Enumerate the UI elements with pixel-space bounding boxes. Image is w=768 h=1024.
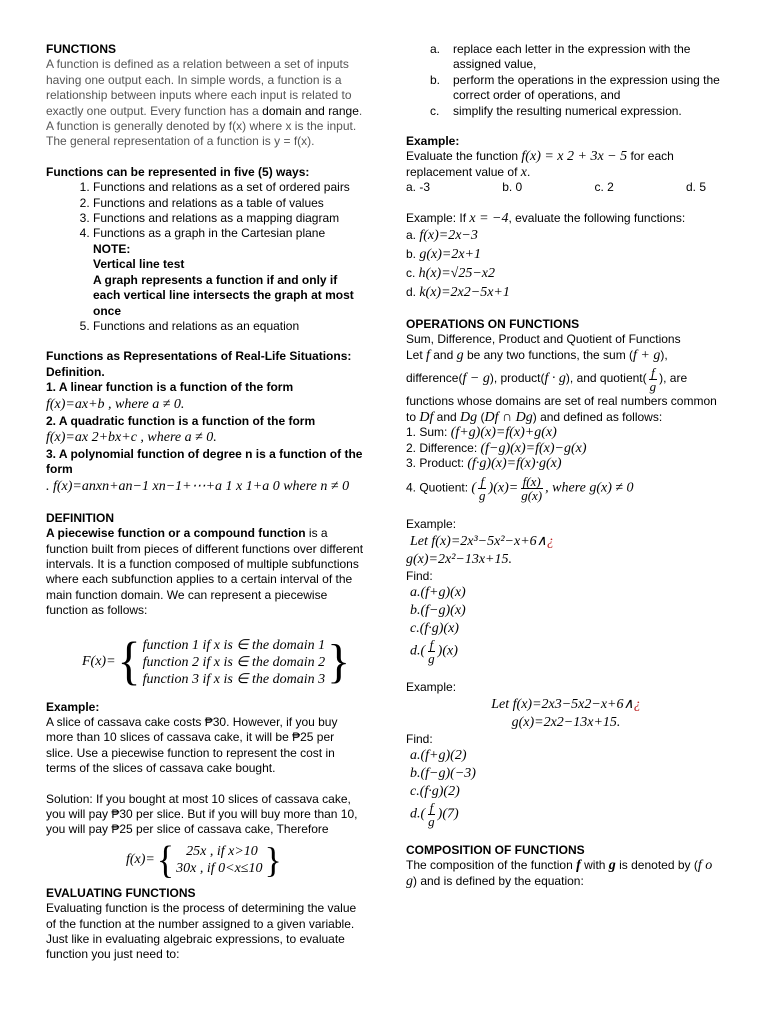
cake-formula <box>126 837 364 882</box>
item-letter: b. <box>406 247 420 262</box>
ops-text-part: Let <box>406 347 427 362</box>
left-brace: { <box>156 837 175 882</box>
ops-text-part: be any two functions, the sum ( <box>463 347 634 362</box>
ex3-line1 <box>406 533 726 551</box>
eval-text: . <box>526 164 531 179</box>
ex3-red-glyph: ¿ <box>546 533 554 549</box>
comp-text: with <box>580 858 609 873</box>
item-formula: k(x)=2x2−5x+1 <box>419 285 510 301</box>
ops-label: 1. Sum: <box>406 425 451 440</box>
frac-num: f(x) <box>522 474 541 490</box>
quad-formula: f(x)=ax 2+bx+c , where a ≠ 0. <box>46 429 217 445</box>
ops-text-part: ), and quotient( <box>565 371 647 386</box>
ex2-var: x = −4 <box>469 210 509 226</box>
step-text: perform the operations in the expression using the correct order of operations, and <box>453 72 720 103</box>
frac-den: g <box>428 813 435 829</box>
quot-open: ( <box>471 480 477 496</box>
comp-f: f <box>576 858 581 874</box>
piecewise-text: is a function built from pieces of different functions over different intervals. It is a function composed of multiple subfunctions where each subfunction applies to a certain interval of the main function domain. We can represent a piecewise function as follows: <box>46 526 364 618</box>
cake-line: 25x , if x>10 <box>186 843 258 859</box>
find-d-post: )(x) <box>437 643 458 659</box>
cake-text: A slice of cassava cake costs ₱30. However, if you buy more than 10 slices of cassava cake, it will be ₱25 per slice. Use a piecewise function to represent the cost in terms of the slices of cassava cake bought. <box>46 715 338 776</box>
ways-list <box>46 180 364 334</box>
comp-text: is denoted by ( <box>615 858 698 873</box>
item-formula: h(x)=√25−x2 <box>418 266 496 282</box>
choice: b. 0 <box>502 180 523 195</box>
choice: a. -3 <box>406 180 431 195</box>
poly-formula: . f(x)=anxn+an−1 xn−1+⋯+a 1 x 1+a 0 where n ≠ 0 <box>46 478 350 494</box>
piecewise-lhs: F(x)= <box>82 654 116 670</box>
example2-intro <box>406 211 726 226</box>
list-item: b.(f−g)(x) <box>410 603 466 619</box>
list-item <box>406 264 726 283</box>
composition-text <box>406 858 726 889</box>
item-formula: g(x)=2x+1 <box>419 247 481 263</box>
ops-quot-frac <box>648 366 659 393</box>
list-item: 3. Functions and relations as a mapping diagram <box>93 211 364 226</box>
right-brace: } <box>327 635 351 689</box>
step-letter: c. <box>430 103 440 118</box>
list-item: 2. Functions and relations as a table of values <box>93 196 364 211</box>
piecewise-line: function 3 if x is ∈ the domain 3 <box>142 671 326 687</box>
ops-title: OPERATIONS ON FUNCTIONS <box>406 317 580 332</box>
right-column <box>406 42 726 889</box>
item-formula: f(x)=2x−3 <box>419 228 478 244</box>
definition-label: Definition. <box>46 364 105 379</box>
step-text: replace each letter in the expression with the assigned value, <box>453 42 691 72</box>
ops-formula: (f+g)(x)=f(x)+g(x) <box>450 425 557 441</box>
list-item: 5. Functions and relations as an equation <box>93 319 364 334</box>
list-item: 1. Functions and relations as a set of ordered pairs <box>93 180 364 195</box>
ops-text-part: ( <box>477 409 485 424</box>
ops-dg: Dg <box>460 409 478 425</box>
ex2-text: , evaluate the following functions: <box>508 210 686 225</box>
intro-text-2: . A function is generally denoted by f(x) where x is the input. The general representation of a function is y = f(x). <box>46 103 363 149</box>
ex4-line1 <box>406 696 726 714</box>
ops-g: g <box>456 347 464 363</box>
ops-label: 4. Quotient: <box>406 480 472 495</box>
ops-formula: (f−g)(x)=f(x)−g(x) <box>480 440 587 456</box>
list-item: c.(f·g)(x) <box>410 621 459 637</box>
find-d-frac <box>426 638 437 665</box>
ops-prod: f · g <box>544 371 566 387</box>
right-brace: } <box>264 839 282 880</box>
ops-text-part: ), are <box>659 371 688 386</box>
ops-subtitle: Sum, Difference, Product and Quotient of Functions <box>406 332 681 347</box>
ex2-text: Example: If <box>406 210 470 225</box>
frac-num: f <box>429 637 434 653</box>
composition-title: COMPOSITION OF FUNCTIONS <box>406 842 585 857</box>
quad-def: 2. A quadratic function is a function of the form <box>46 413 316 428</box>
find-label: Find: <box>406 731 433 746</box>
ops-text-part: difference( <box>406 371 463 386</box>
note-vlt: Vertical line test <box>93 257 185 272</box>
eval-example <box>406 149 726 180</box>
frac-num: f <box>429 799 434 815</box>
quot-mid: )(x)= <box>488 480 519 496</box>
solution-text: Solution: If you bought at most 10 slices of cassava cake, you will pay ₱30 per slice. But if you will buy more than 10, you will pay ₱25 per slice of cassava cake, Therefore <box>46 791 358 837</box>
find-d-frac <box>426 801 437 828</box>
list-item <box>406 73 726 104</box>
comp-g: g <box>608 858 616 874</box>
piecewise-def <box>46 526 364 618</box>
eval-var: x <box>520 164 527 180</box>
item-letter: d. <box>406 285 420 300</box>
piecewise-lines <box>143 637 326 688</box>
ex3-line1-text: Let f(x)=2x³−5x²−x+6∧ <box>410 533 547 549</box>
five-ways-title: Functions can be represented in five (5) ways: <box>46 164 310 179</box>
reallife-title: Functions as Representations of Real-Life Situations: <box>46 349 352 364</box>
example-label: Example: <box>46 699 100 714</box>
ops-text <box>406 348 726 363</box>
quot-tail: , where g(x) ≠ 0 <box>545 480 634 496</box>
list-item <box>406 456 726 471</box>
eval-text: Evaluate the function <box>406 149 522 164</box>
ex4-label: Example: <box>406 680 457 695</box>
step-text: simplify the resulting numerical expression. <box>453 103 682 118</box>
poly-def: 3. A polynomial function of degree n is a function of the form <box>46 446 363 477</box>
comp-text: The composition of the function <box>406 858 577 873</box>
frac-den: g(x) <box>521 488 543 504</box>
list-item <box>406 638 726 665</box>
ops-label: 2. Difference: <box>406 440 481 455</box>
note-text: A graph represents a function if and only if each vertical line intersects the graph at most once <box>93 272 354 318</box>
evaluating-text: Evaluating function is the process of determining the value of the function at the number assigned to a given variable. Just like in evaluating algebraic expressions, to evaluate function you just need to: <box>46 901 357 962</box>
example2-list <box>406 226 726 302</box>
ops-text-part: functions whose domains are set of real numbers common to <box>406 394 717 424</box>
frac-num: f <box>651 364 655 380</box>
ex3-line2: g(x)=2x²−13x+15. <box>406 551 513 567</box>
piecewise-bold: A piecewise function or a compound function <box>46 526 306 541</box>
ops-label: 3. Product: <box>406 455 468 470</box>
list-item: b.(f−g)(−3) <box>410 765 476 781</box>
item-letter: a. <box>406 228 420 243</box>
list-item <box>406 245 726 264</box>
linear-def: 1. A linear function is a function of the form <box>46 380 294 395</box>
ops-df: Df <box>419 409 434 425</box>
list-item <box>406 441 726 456</box>
ops-text-part: ), product( <box>489 371 545 386</box>
list-item: a.(f+g)(2) <box>410 747 467 763</box>
functions-intro <box>46 57 364 149</box>
frac-den: g <box>479 488 486 504</box>
choices <box>406 180 726 195</box>
ops-formula: (f·g)(x)=f(x)·g(x) <box>467 455 562 471</box>
choice: c. 2 <box>594 180 614 195</box>
list-item <box>406 42 726 73</box>
intro-bold: domain and range <box>262 103 359 118</box>
quot-rhs-frac <box>519 475 544 502</box>
ops-f: f <box>426 347 430 363</box>
eval-formula: f(x) = x 2 + 3x − 5 <box>521 149 628 165</box>
item-letter: c. <box>406 266 419 281</box>
frac-den: g <box>649 378 657 394</box>
find-d-post: )(7) <box>437 806 459 822</box>
comp-text: ) and is defined by the equation: <box>413 873 584 888</box>
list-item <box>406 475 726 502</box>
intro-text-1: A function is defined as a relation between a set of inputs having one output each. In simple words, a function is a relationship between inputs where each input is related to exactly one output. Every function has a <box>46 57 352 118</box>
piecewise-line: function 2 if x is ∈ the domain 2 <box>142 654 326 670</box>
evaluation-steps <box>406 42 726 119</box>
cake-line: 30x , if 0<x≤10 <box>176 860 263 876</box>
piecewise-formula <box>82 632 364 691</box>
choice: d. 5 <box>685 180 706 195</box>
cake-lines <box>176 843 262 877</box>
section-title-functions: FUNCTIONS <box>46 42 116 56</box>
list-item: c.(f·g)(2) <box>410 783 460 799</box>
step-letter: a. <box>430 42 441 56</box>
eval-text: for each replacement value of <box>406 149 674 179</box>
find-d-pre: d.( <box>410 643 426 659</box>
frac-num: f <box>480 474 485 490</box>
ops-text-part: and <box>429 347 457 362</box>
cake-lhs: f(x)= <box>126 852 155 868</box>
piecewise-line: function 1 if x is ∈ the domain 1 <box>142 637 326 653</box>
list-item <box>406 226 726 245</box>
example-label: Example: <box>406 134 460 149</box>
ops-text-2 <box>406 363 726 394</box>
ops-list <box>406 425 726 502</box>
ex4-line1-text: Let f(x)=2x3−5x2−x+6∧ <box>491 696 634 712</box>
definition-title: DEFINITION <box>46 510 114 525</box>
ops-sum: f + g <box>633 347 661 363</box>
ops-dint: Df ∩ Dg <box>484 409 533 425</box>
list-item: a.(f+g)(x) <box>410 585 466 601</box>
ops-text-3 <box>406 394 726 425</box>
list-item <box>406 104 726 119</box>
ops-text-part: ), <box>660 347 668 362</box>
quot-lhs-frac <box>477 475 488 502</box>
linear-formula: f(x)=ax+b , where a ≠ 0. <box>46 396 185 412</box>
comp-sym: f o g <box>406 858 713 889</box>
ex3-label: Example: <box>406 517 457 532</box>
evaluating-title: EVALUATING FUNCTIONS <box>46 885 196 900</box>
find-d-pre: d.( <box>410 806 426 822</box>
list-item <box>406 801 726 828</box>
list-item <box>406 425 726 440</box>
left-column <box>46 42 364 963</box>
ops-text-part: and <box>433 409 461 424</box>
ops-text-part: ) and defined as follows: <box>532 409 663 424</box>
find-label: Find: <box>406 568 433 583</box>
frac-den: g <box>428 651 435 667</box>
list-item <box>406 283 726 302</box>
left-brace: { <box>117 632 141 691</box>
list-item <box>93 226 364 318</box>
ex4-line2: g(x)=2x2−13x+15. <box>511 714 621 730</box>
ops-diff: f − g <box>462 371 490 387</box>
step-letter: b. <box>430 72 441 87</box>
note-label: NOTE: <box>93 241 131 256</box>
ex4-red-glyph: ¿ <box>633 696 641 712</box>
list-item-text: Functions as a graph in the Cartesian plane <box>93 226 326 241</box>
